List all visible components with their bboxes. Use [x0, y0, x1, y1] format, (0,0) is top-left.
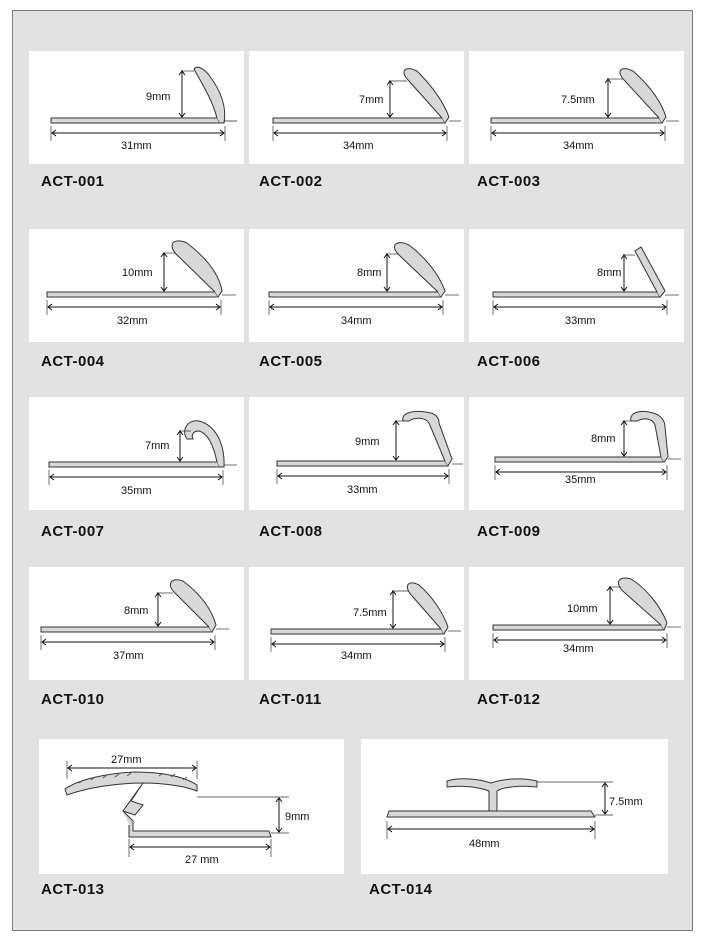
product-code: ACT-008	[259, 523, 323, 540]
profile-panel-act-002	[249, 51, 464, 164]
product-code: ACT-013	[41, 881, 105, 898]
profile-drawing	[249, 397, 464, 510]
product-code: ACT-010	[41, 691, 105, 708]
height-label: 7.5mm	[561, 94, 595, 106]
width-label: 33mm	[347, 484, 378, 496]
profile-panel-act-012	[469, 567, 684, 680]
product-code: ACT-001	[41, 173, 105, 190]
product-code: ACT-011	[259, 691, 322, 708]
profile-drawing	[469, 229, 684, 342]
width-label: 34mm	[563, 643, 594, 655]
profile-panel-act-010	[29, 567, 244, 680]
product-code: ACT-012	[477, 691, 541, 708]
height-label: 9mm	[146, 91, 171, 103]
height-label: 9mm	[285, 811, 310, 823]
top-width-label: 27mm	[111, 754, 142, 766]
profile-drawing	[29, 567, 244, 680]
height-label: 9mm	[355, 436, 380, 448]
width-label: 35mm	[121, 485, 152, 497]
profile-drawing	[29, 397, 244, 510]
height-label: 8mm	[591, 433, 616, 445]
profile-panel-act-003	[469, 51, 684, 164]
profile-panel-act-004	[29, 229, 244, 342]
profile-panel-act-005	[249, 229, 464, 342]
height-label: 7.5mm	[609, 796, 643, 808]
profile-drawing	[469, 567, 684, 680]
profile-panel-act-013	[39, 739, 344, 874]
product-code: ACT-004	[41, 353, 105, 370]
width-label: 34mm	[341, 650, 372, 662]
profile-drawing	[361, 739, 668, 874]
profile-panel-act-008	[249, 397, 464, 510]
profile-panel-act-007	[29, 397, 244, 510]
width-label: 34mm	[341, 315, 372, 327]
width-label: 33mm	[565, 315, 596, 327]
height-label: 7mm	[359, 94, 384, 106]
product-code: ACT-009	[477, 523, 541, 540]
product-code: ACT-005	[259, 353, 323, 370]
height-label: 8mm	[597, 267, 622, 279]
profile-panel-act-009	[469, 397, 684, 510]
width-label: 37mm	[113, 650, 144, 662]
profile-drawing	[249, 229, 464, 342]
width-label: 34mm	[343, 140, 374, 152]
profile-drawing	[249, 51, 464, 164]
profile-drawing	[469, 51, 684, 164]
profile-panel-act-011	[249, 567, 464, 680]
profile-drawing	[249, 567, 464, 680]
height-label: 8mm	[357, 267, 382, 279]
profile-panel-act-001	[29, 51, 244, 164]
product-code: ACT-002	[259, 173, 323, 190]
profile-drawing	[29, 229, 244, 342]
height-label: 8mm	[124, 605, 149, 617]
height-label: 10mm	[122, 267, 153, 279]
product-code: ACT-007	[41, 523, 105, 540]
catalog-sheet	[12, 10, 693, 931]
height-label: 10mm	[567, 603, 598, 615]
width-label: 48mm	[469, 838, 500, 850]
width-label: 31mm	[121, 140, 152, 152]
product-code: ACT-003	[477, 173, 541, 190]
height-label: 7mm	[145, 440, 170, 452]
width-label: 35mm	[565, 474, 596, 486]
profile-panel-act-006	[469, 229, 684, 342]
width-label: 34mm	[563, 140, 594, 152]
profile-panel-act-014	[361, 739, 668, 874]
bottom-width-label: 27 mm	[185, 854, 219, 866]
profile-drawing	[29, 51, 244, 164]
profile-drawing	[39, 739, 344, 874]
profile-drawing	[469, 397, 684, 510]
product-code: ACT-014	[369, 881, 433, 898]
height-label: 7.5mm	[353, 607, 387, 619]
product-code: ACT-006	[477, 353, 541, 370]
width-label: 32mm	[117, 315, 148, 327]
